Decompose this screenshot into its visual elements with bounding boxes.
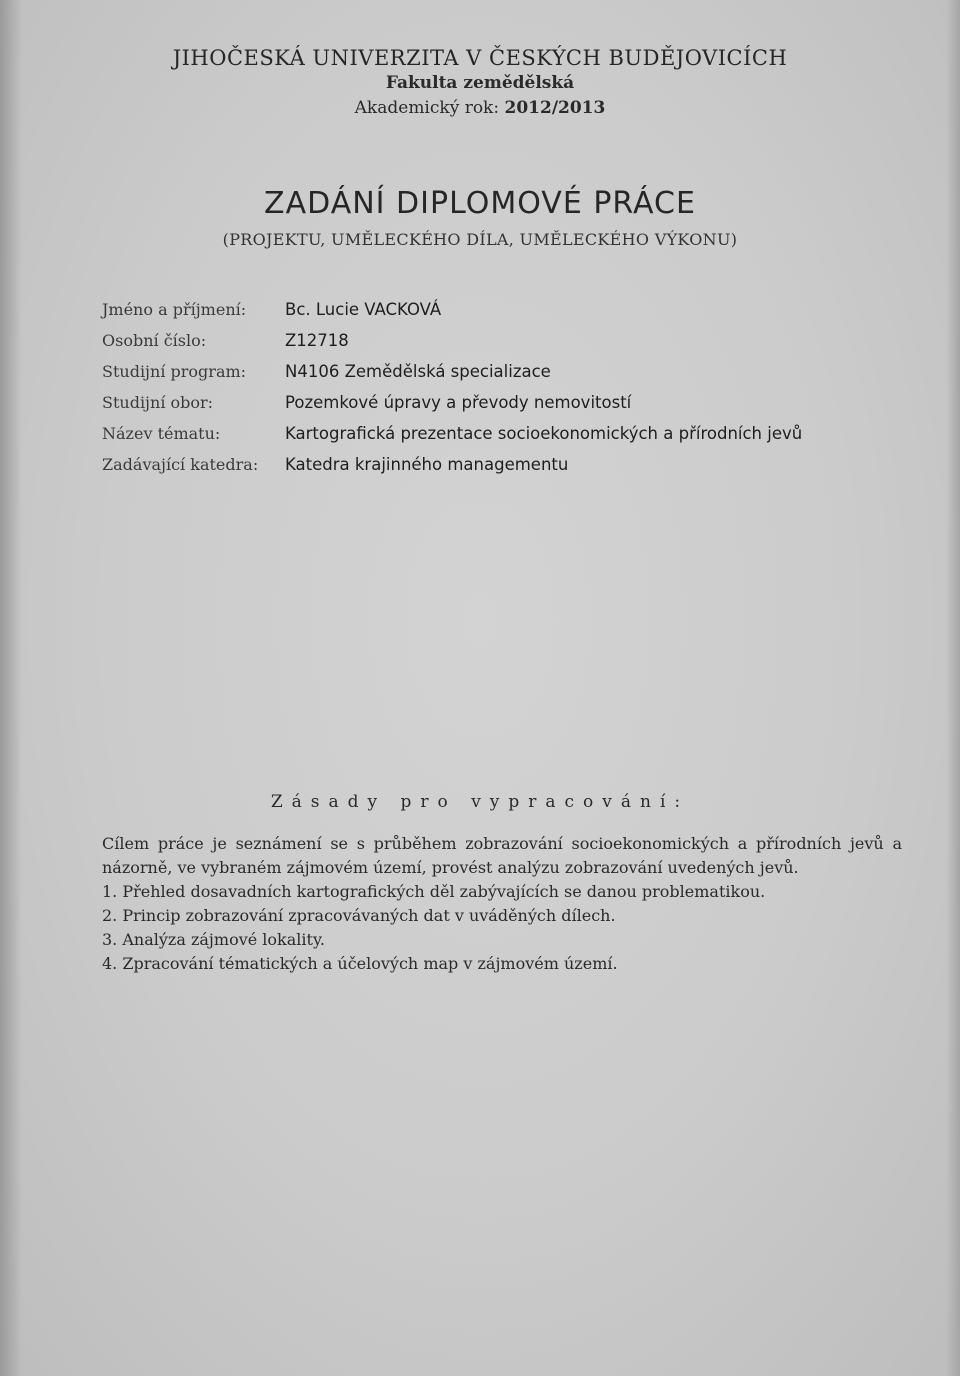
field-row-personal-number [0,331,960,361]
principles-intro: Cílem práce je seznámení se s průběhem zobrazování socioekonomických a přírodních jevů a názorně, ve vybraném zájmovém území, provést analýzu zobrazování uvedených jevů. [102,834,902,877]
field-row-study-program [0,362,960,392]
university-name: JIHOČESKÁ UNIVERZITA V ČESKÝCH BUDĚJOVICÍCH [172,46,788,70]
principles-item: 2. Princip zobrazování zpracovávaných dat v uváděných dílech. [102,906,616,925]
principles-heading: Zásady pro vypracování: [270,792,690,812]
principles-item: 1. Přehled dosavadních kartografických děl zabývajících se danou problematikou. [102,882,766,901]
principles-item: 3. Analýza zájmové lokality. [102,930,325,949]
field-label: Studijní program: [102,362,247,381]
field-value: Z12718 [285,331,349,350]
academic-year-label: Akademický rok: [354,98,500,118]
field-row-name [0,300,960,330]
field-row-study-field [0,393,960,423]
principles-body [102,832,902,976]
academic-year-value: 2012/2013 [504,98,606,118]
faculty-name: Fakulta zemědělská [385,73,575,93]
field-label: Jméno a příjmení: [102,300,247,319]
principles-item: 4. Zpracování tématických a účelových map v zájmovém území. [102,954,618,973]
field-label: Studijní obor: [102,393,214,412]
field-row-topic [0,424,960,454]
field-row-department [0,455,960,485]
field-value: Kartografická prezentace socioekonomických a přírodních jevů [285,424,803,443]
academic-year [0,98,960,118]
field-label: Osobní číslo: [102,331,207,350]
field-value: Bc. Lucie VACKOVÁ [285,300,442,319]
document-title: ZADÁNÍ DIPLOMOVÉ PRÁCE [264,186,696,221]
field-value: N4106 Zemědělská specializace [285,362,551,381]
field-label: Název tématu: [102,424,221,443]
field-value: Pozemkové úpravy a převody nemovitostí [285,393,632,412]
document-subtitle: (PROJEKTU, UMĚLECKÉHO DÍLA, UMĚLECKÉHO VÝKONU) [222,230,738,249]
field-value: Katedra krajinného managementu [285,455,569,474]
field-label: Zadávající katedra: [102,455,259,474]
